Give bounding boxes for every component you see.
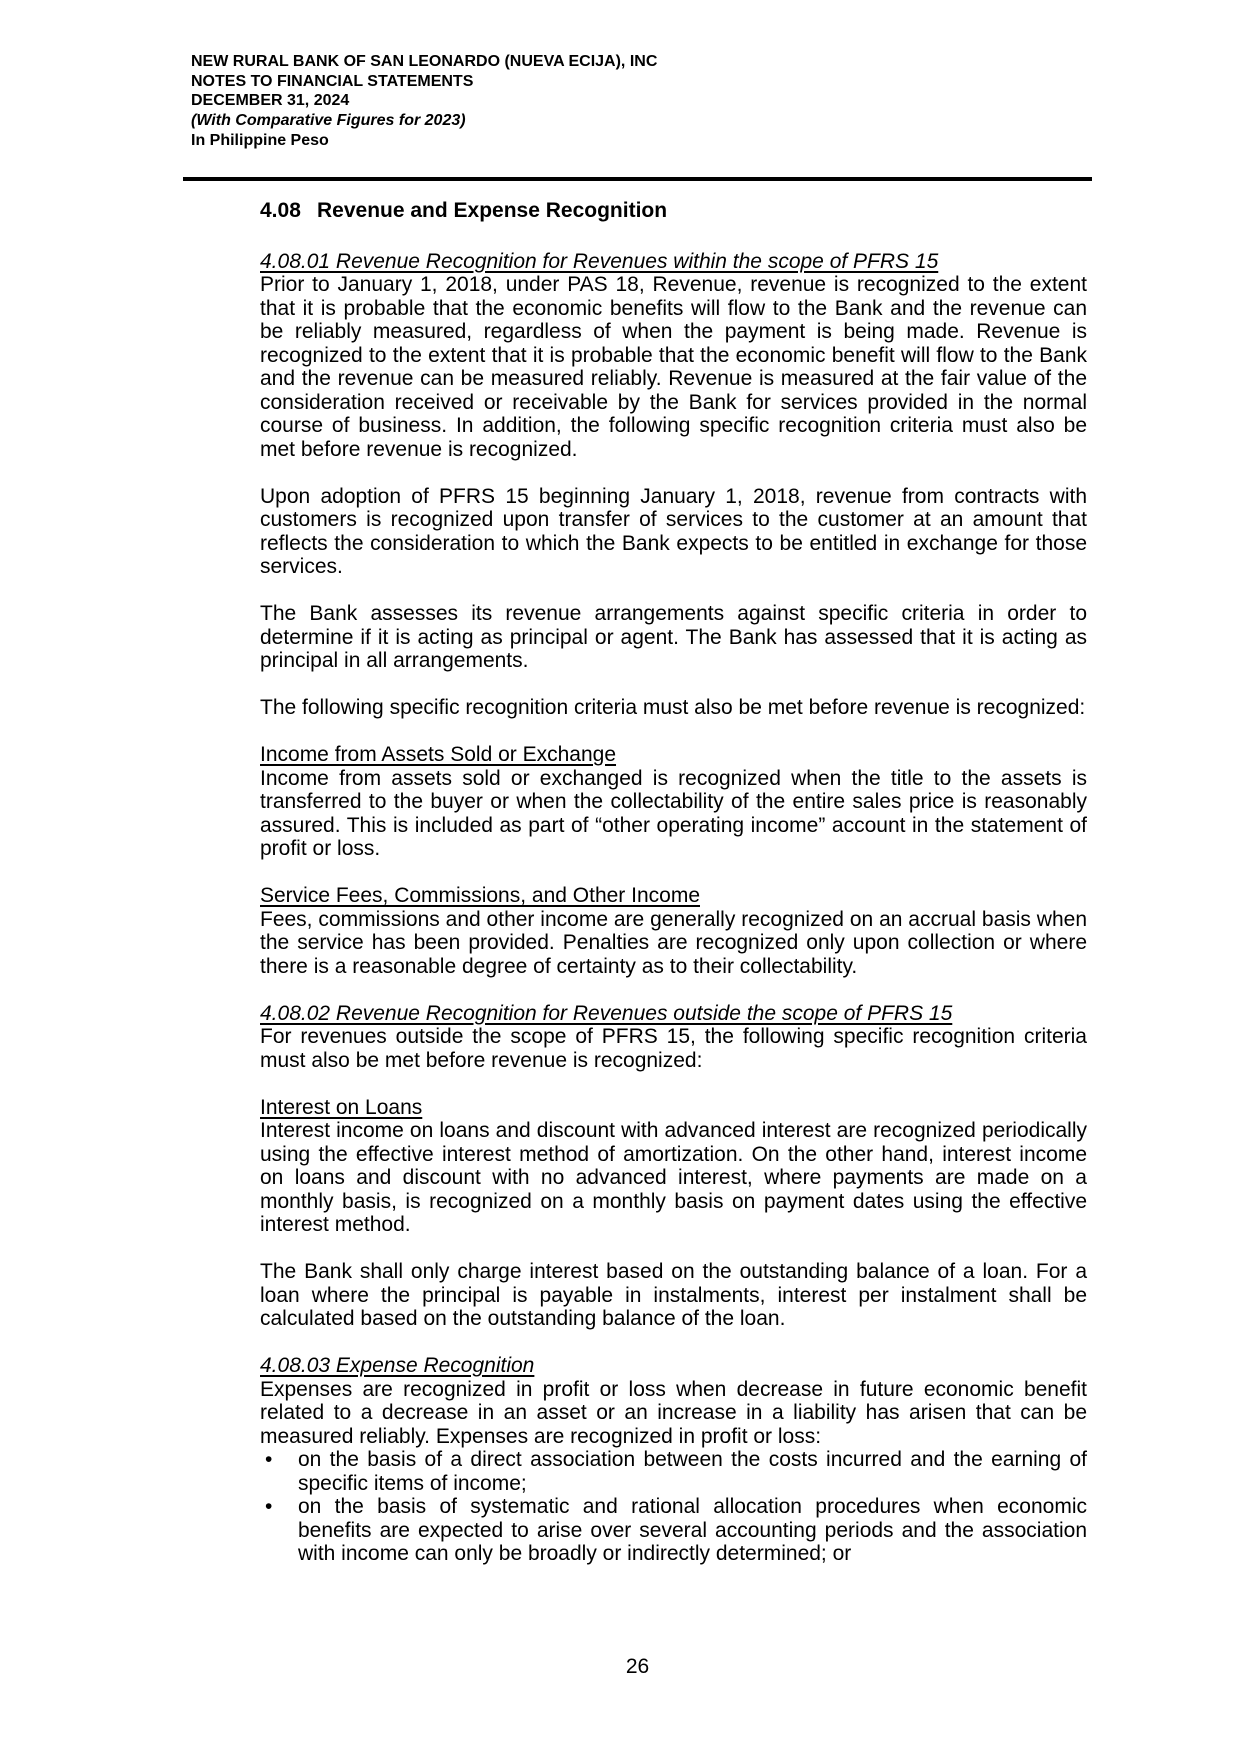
bank-name: NEW RURAL BANK OF SAN LEONARDO (NUEVA ECIJA), INC: [191, 53, 658, 70]
paragraph: For revenues outside the scope of PFRS 15, the following specific recognition criteria must also be met before revenue is recognized:: [260, 1025, 1087, 1072]
paragraph: The following specific recognition criteria must also be met before revenue is recognized:: [260, 696, 1086, 719]
bullet-icon: •: [265, 1448, 273, 1471]
subsection-heading-4-08-01: 4.08.01 Revenue Recognition for Revenues within the scope of PFRS 15: [260, 249, 939, 273]
paragraph: Interest income on loans and discount with advanced interest are recognized periodically using the effective interest method of amortization. On the other hand, interest income on loans and discount with no advanced interest, where payments are made on a monthly basis, is recognized on a monthly basis on payment dates using the effective interest method.: [260, 1119, 1087, 1236]
comparative-note: (With Comparative Figures for 2023): [191, 112, 466, 130]
header-divider: [183, 177, 1092, 181]
paragraph: The Bank assesses its revenue arrangements against specific criteria in order to determine if it is acting as principal or agent. The Bank has assessed that it is acting as principal in all arrangements.: [260, 602, 1087, 672]
paragraph: Income from assets sold or exchanged is recognized when the title to the assets is transferred to the buyer or when the collectability of the entire sales price is reasonably assured. This is included as part of “other operating income” account in the statement of profit or loss.: [260, 766, 1087, 860]
subheading-service-fees: Service Fees, Commissions, and Other Income: [260, 884, 700, 907]
list-item: [260, 1448, 1087, 1495]
list-item: [260, 1495, 1087, 1566]
document-title: NOTES TO FINANCIAL STATEMENTS: [191, 72, 474, 90]
section-title-text: Revenue and Expense Recognition: [317, 199, 668, 222]
document-header: [191, 52, 657, 151]
expense-recognition-list: [260, 1448, 1087, 1566]
section-number: 4.08: [260, 199, 301, 222]
report-date: DECEMBER 31, 2024: [191, 92, 350, 110]
page-number: 26: [625, 1655, 650, 1678]
subsection-heading-4-08-03: 4.08.03 Expense Recognition: [260, 1354, 535, 1377]
paragraph: Fees, commissions and other income are generally recognized on an accrual basis when the service has been provided. Penalties are recognized only upon collection or where there is a reasonable degree of certainty as to their collectability.: [260, 907, 1087, 978]
paragraph: The Bank shall only charge interest based on the outstanding balance of a loan. For a loan where the principal is payable in instalments, interest per instalment shall be calculated based on the outstanding balance of the loan.: [260, 1260, 1087, 1330]
currency-note: In Philippine Peso: [191, 131, 329, 149]
paragraph: Expenses are recognized in profit or loss when decrease in future economic benefit related to a decrease in an asset or an increase in a liability has arisen that can be measured reliably. Expenses are recognized in profit or loss:: [260, 1377, 1087, 1448]
section-title: [260, 199, 1087, 223]
paragraph: Prior to January 1, 2018, under PAS 18, Revenue, revenue is recognized to the extent that it is probable that the economic benefits will flow to the Bank and the revenue can be reliably measured, regardless of when the payment is being made. Revenue is recognized to the extent that it is probable that the economic benefit will flow to the Bank and the revenue can be measured reliably. Revenue is measured at the fair value of the consideration received or receivable by the Bank for services provided in the normal course of business. In addition, the following specific recognition criteria must also be met before revenue is recognized.: [260, 273, 1087, 461]
subheading-interest-on-loans: Interest on Loans: [260, 1095, 423, 1119]
subheading-income-from-assets: Income from Assets Sold or Exchange: [260, 743, 617, 766]
bullet-icon: •: [265, 1495, 273, 1518]
subsection-heading-4-08-02: 4.08.02 Revenue Recognition for Revenues outside the scope of PFRS 15: [260, 1001, 953, 1025]
list-item-text: on the basis of a direct association between the costs incurred and the earning of specific items of income;: [298, 1448, 1087, 1495]
document-body: [260, 199, 1087, 1566]
list-item-text: on the basis of systematic and rational allocation procedures when economic benefits are expected to arise over several accounting periods and the association with income can only be broadly or indirectly determined; or: [298, 1495, 1087, 1565]
paragraph: Upon adoption of PFRS 15 beginning January 1, 2018, revenue from contracts with customers is recognized upon transfer of services to the customer at an amount that reflects the consideration to which the Bank expects to be entitled in exchange for those services.: [260, 484, 1087, 578]
